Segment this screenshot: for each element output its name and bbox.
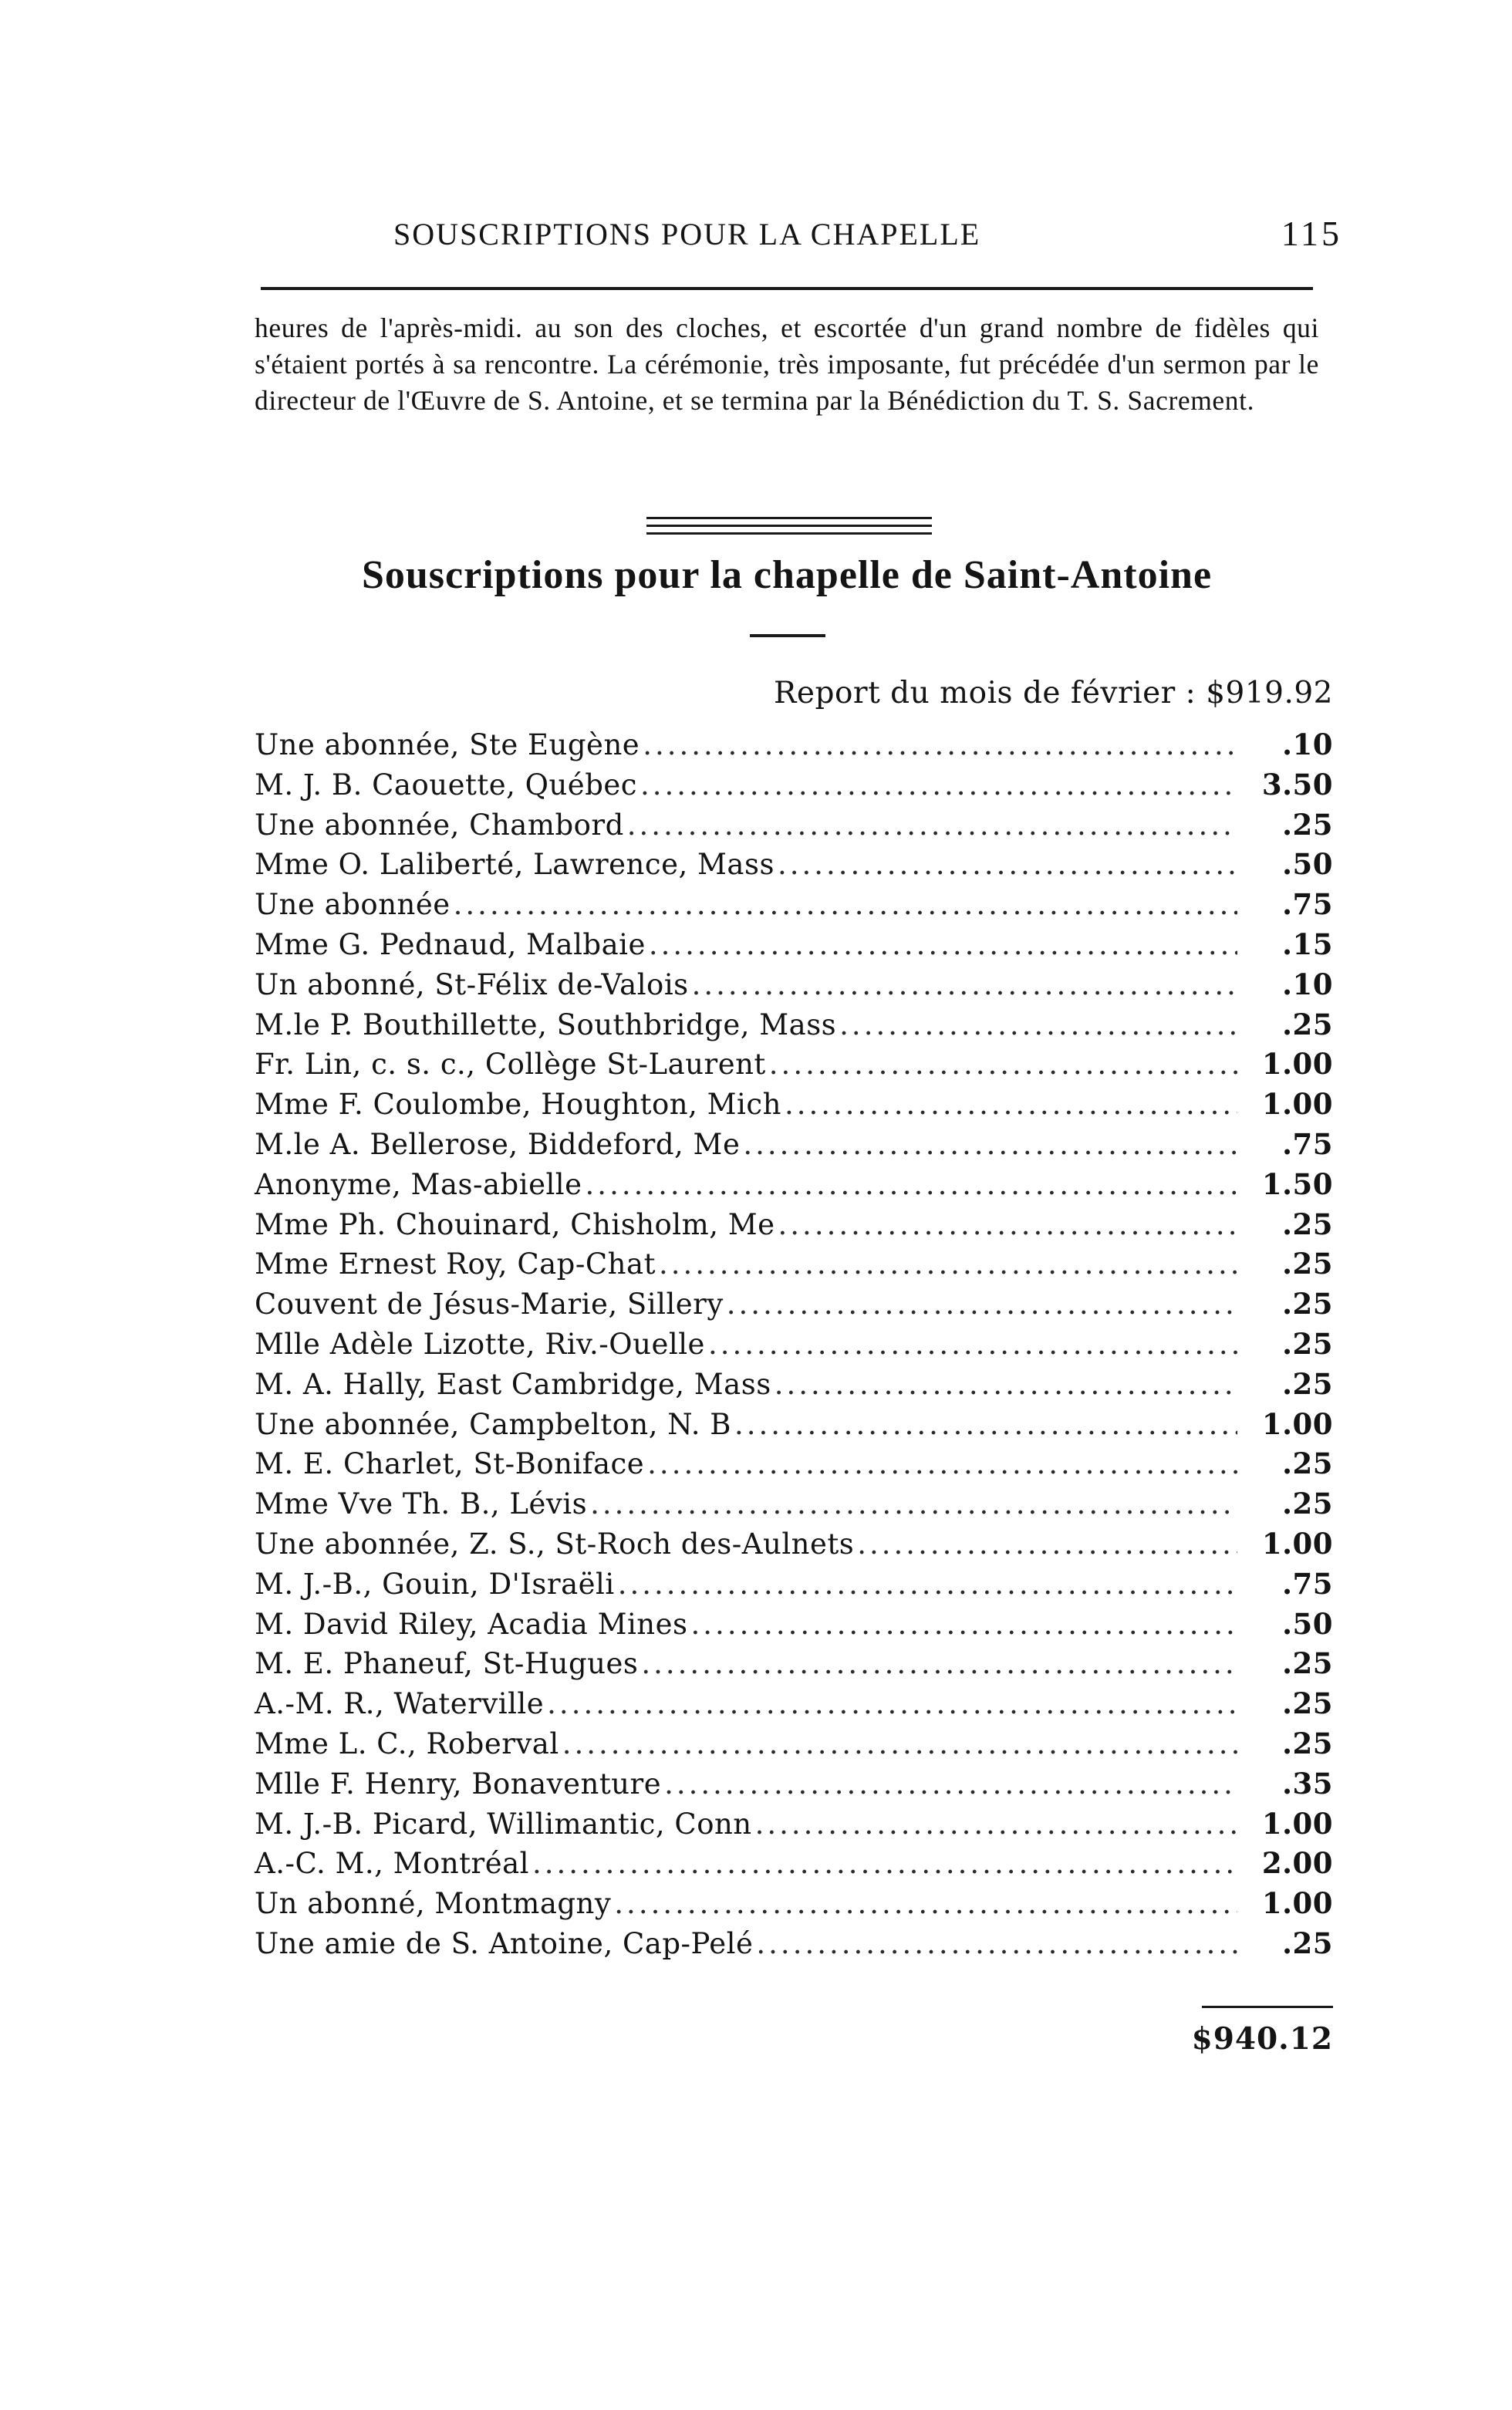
subscription-amount: .25: [1282, 1366, 1333, 1401]
rule-line: [646, 517, 932, 519]
subscriber-name: Fr. Lin, c. s. c., Collège St-Laurent: [255, 1048, 766, 1082]
subscription-amount: .75: [1282, 1126, 1333, 1161]
list-item: [255, 805, 1333, 846]
total-rule: [1202, 2006, 1333, 2008]
subscription-amount: .25: [1282, 1686, 1333, 1721]
rule-line: [646, 525, 932, 527]
subscription-amount: .50: [1282, 1606, 1333, 1641]
subscriber-name: Mme G. Pednaud, Malbaie: [255, 927, 646, 961]
list-item: [255, 1524, 1333, 1564]
dot-leader: [857, 1524, 1237, 1564]
subscription-amount: .25: [1282, 1287, 1333, 1321]
subscriber-name: M. J.-B., Gouin, D'Israëli: [255, 1567, 615, 1601]
list-item: [255, 1205, 1333, 1245]
grand-total: $940.12: [1191, 2021, 1333, 2057]
dot-leader: [640, 765, 1237, 805]
dot-leader: [775, 1365, 1237, 1405]
double-rule-divider: [646, 517, 932, 535]
report-carried-forward: Report du mois de février : $919.92: [774, 676, 1333, 711]
subscription-amount: .75: [1282, 1566, 1333, 1601]
subscriber-name: Un abonné, St-Félix de-Valois: [255, 967, 689, 1001]
dot-leader: [454, 885, 1237, 925]
list-item: [255, 1365, 1333, 1405]
running-head: [393, 213, 1350, 259]
list-item: [255, 845, 1333, 885]
dot-leader: [659, 1244, 1237, 1284]
subscriber-name: Couvent de Jésus-Marie, Sillery: [255, 1288, 724, 1321]
dot-leader: [647, 1444, 1237, 1484]
subscription-amount: .15: [1282, 927, 1333, 961]
subscriber-name: Mme Vve Th. B., Lévis: [255, 1487, 588, 1521]
list-item: [255, 1444, 1333, 1484]
dot-leader: [778, 845, 1237, 885]
subscription-amount: .25: [1282, 807, 1333, 842]
list-item: [255, 1804, 1333, 1845]
subscriber-name: M. A. Hally, East Cambridge, Mass: [255, 1367, 771, 1401]
list-item: [255, 1644, 1333, 1684]
subscription-amount: 1.00: [1261, 1406, 1333, 1441]
dot-leader: [755, 1804, 1237, 1845]
list-item: [255, 1405, 1333, 1445]
subscriber-name: Une amie de S. Antoine, Cap-Pelé: [255, 1926, 754, 1960]
list-item: [255, 765, 1333, 805]
dot-leader: [532, 1844, 1237, 1884]
list-item: [255, 1684, 1333, 1724]
list-item: [255, 1244, 1333, 1284]
dot-leader: [727, 1284, 1237, 1325]
list-item: [255, 965, 1333, 1005]
list-item: [255, 1325, 1333, 1365]
subscription-amount: 1.00: [1261, 1886, 1333, 1921]
subscription-amount: 1.50: [1261, 1166, 1333, 1201]
list-item: [255, 1045, 1333, 1085]
subscriber-name: M. E. Charlet, St-Boniface: [255, 1447, 645, 1481]
list-item: [255, 1484, 1333, 1524]
subscription-amount: 1.00: [1261, 1047, 1333, 1082]
subscriber-name: M. David Riley, Acadia Mines: [255, 1607, 688, 1641]
subscription-amount: 2.00: [1261, 1846, 1333, 1881]
subscription-amount: .10: [1282, 727, 1333, 761]
dot-leader: [664, 1764, 1237, 1804]
subscription-amount: .25: [1282, 1007, 1333, 1041]
list-item: [255, 1165, 1333, 1205]
dot-leader: [643, 725, 1237, 765]
page-number: 115: [1281, 214, 1342, 253]
list-item: [255, 1125, 1333, 1165]
dot-leader: [562, 1724, 1237, 1764]
list-item: [255, 1085, 1333, 1125]
subscriber-name: M. E. Phaneuf, St-Hugues: [255, 1647, 639, 1681]
subscription-amount: .25: [1282, 1247, 1333, 1281]
dot-leader: [586, 1165, 1237, 1205]
subscriber-name: Mlle F. Henry, Bonaventure: [255, 1767, 662, 1801]
list-item: [255, 1884, 1333, 1924]
subscription-amount: .25: [1282, 1926, 1333, 1960]
subscriber-name: M. J. B. Caouette, Québec: [255, 768, 637, 802]
subscriber-name: Anonyme, Mas-abielle: [255, 1167, 582, 1201]
dot-leader: [649, 925, 1237, 965]
subscription-amount: .35: [1282, 1766, 1333, 1801]
subscriber-name: Une abonnée: [255, 888, 451, 922]
list-item: [255, 1005, 1333, 1045]
subscription-amount: .50: [1282, 847, 1333, 882]
intro-paragraph: heures de l'après-midi. au son des cloches, et escortée d'un grand nombre de fidèles qui s'étaient portés à sa rencontre. La cérémonie, très imposante, fut précédée d'un sermon par le directeur de l'Œuvre de S. Antoine, et se termina par la Bénédiction du T. S. Sacrement.: [255, 312, 1319, 416]
dot-leader: [691, 1605, 1237, 1645]
subscriber-name: Mlle Adèle Lizotte, Riv.-Ouelle: [255, 1327, 705, 1361]
subscriber-name: Mme O. Laliberté, Lawrence, Mass: [255, 848, 775, 882]
rule-line: [646, 532, 932, 535]
list-item: [255, 885, 1333, 925]
dot-leader: [778, 1205, 1237, 1245]
section-title: Souscriptions pour la chapelle de Saint-Antoine: [361, 553, 1213, 597]
subscriber-name: M. J.-B. Picard, Willimantic, Conn: [255, 1807, 752, 1841]
subscription-amount: .25: [1282, 1646, 1333, 1681]
subscription-list: [255, 725, 1333, 1964]
list-item: [255, 1844, 1333, 1884]
subscription-amount: 1.00: [1261, 1087, 1333, 1122]
dot-leader: [614, 1884, 1237, 1924]
dot-leader: [641, 1644, 1237, 1684]
subscription-amount: .10: [1282, 967, 1333, 1001]
subscriber-name: Une abonnée, Z. S., St-Roch des-Aulnets: [255, 1527, 855, 1561]
subscriber-name: Un abonné, Montmagny: [255, 1887, 612, 1921]
list-item: [255, 925, 1333, 965]
subscription-amount: .75: [1282, 887, 1333, 922]
dot-leader: [756, 1924, 1237, 1964]
subscriber-name: Une abonnée, Ste Eugène: [255, 728, 640, 761]
list-item: [255, 1724, 1333, 1764]
subscriber-name: Mme L. C., Roberval: [255, 1726, 559, 1760]
subscription-amount: .25: [1282, 1487, 1333, 1521]
subscriber-name: Mme Ph. Chouinard, Chisholm, Me: [255, 1207, 775, 1241]
list-item: [255, 1284, 1333, 1325]
subscriber-name: Une abonnée, Campbelton, N. B: [255, 1407, 731, 1441]
dot-leader: [734, 1405, 1237, 1445]
running-title: SOUSCRIPTIONS POUR LA CHAPELLE: [393, 217, 981, 251]
dot-leader: [839, 1005, 1237, 1045]
dot-leader: [618, 1564, 1237, 1605]
subscriber-name: Une abonnée, Chambord: [255, 808, 624, 842]
dot-leader: [627, 805, 1237, 846]
list-item: [255, 1605, 1333, 1645]
subscription-amount: .25: [1282, 1446, 1333, 1481]
subscription-amount: .25: [1282, 1326, 1333, 1361]
subscriber-name: A.-M. R., Waterville: [255, 1687, 545, 1721]
subscription-amount: 3.50: [1261, 767, 1333, 802]
list-item: [255, 725, 1333, 765]
short-rule-divider: [750, 634, 825, 637]
dot-leader: [769, 1045, 1237, 1085]
subscriber-name: Mme Ernest Roy, Cap-Chat: [255, 1247, 656, 1281]
dot-leader: [590, 1484, 1237, 1524]
dot-leader: [785, 1085, 1237, 1125]
dot-leader: [708, 1325, 1237, 1365]
subscriber-name: A.-C. M., Montréal: [255, 1847, 530, 1881]
subscriber-name: Mme F. Coulombe, Houghton, Mich: [255, 1088, 781, 1122]
list-item: [255, 1564, 1333, 1605]
list-item: [255, 1764, 1333, 1804]
subscriber-name: M.le A. Bellerose, Biddeford, Me: [255, 1127, 741, 1161]
dot-leader: [743, 1125, 1237, 1165]
dot-leader: [547, 1684, 1237, 1724]
subscription-amount: .25: [1282, 1207, 1333, 1241]
list-item: [255, 1924, 1333, 1964]
subscription-amount: .25: [1282, 1726, 1333, 1760]
dot-leader: [692, 965, 1237, 1005]
subscription-amount: 1.00: [1261, 1526, 1333, 1561]
header-rule: [261, 287, 1313, 290]
subscriber-name: M.le P. Bouthillette, Southbridge, Mass: [255, 1008, 837, 1041]
subscription-amount: 1.00: [1261, 1806, 1333, 1841]
